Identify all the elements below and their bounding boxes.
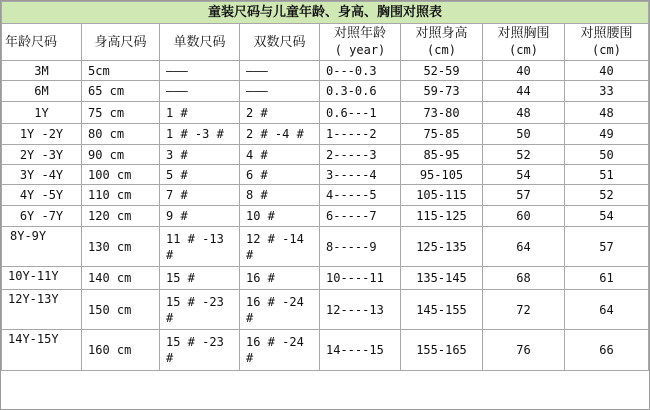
cell-single-size: 9 #	[160, 206, 240, 227]
cell-ref-height: 85-95	[401, 145, 483, 165]
cell-waist: 48	[565, 102, 649, 124]
header-ref-waist	[565, 24, 649, 61]
cell-chest: 68	[483, 267, 565, 290]
cell-single-size: 11 # -13 #	[160, 227, 240, 267]
cell-ref-age: 6-----7	[320, 206, 401, 227]
table-row	[2, 102, 649, 124]
cell-single-size: ———	[160, 61, 240, 81]
header-ref-age	[320, 24, 401, 61]
cell-waist: 52	[565, 185, 649, 206]
cell-ref-age: 8-----9	[320, 227, 401, 267]
cell-waist: 57	[565, 227, 649, 267]
cell-ref-height: 125-135	[401, 227, 483, 267]
cell-ref-height: 73-80	[401, 102, 483, 124]
table-row	[2, 165, 649, 185]
header-single: 单数尺码	[160, 24, 240, 61]
table-row	[2, 61, 649, 81]
cell-chest: 57	[483, 185, 565, 206]
header-ref-chest-unit: (cm)	[509, 43, 538, 57]
cell-double-size: 16 # -24 #	[240, 290, 320, 330]
cell-height: 65 cm	[82, 81, 160, 102]
cell-double-size: ———	[240, 81, 320, 102]
cell-chest: 50	[483, 124, 565, 145]
cell-chest: 48	[483, 102, 565, 124]
cell-ref-height: 52-59	[401, 61, 483, 81]
title-row	[2, 2, 649, 24]
cell-ref-height: 59-73	[401, 81, 483, 102]
cell-double-size: 8 #	[240, 185, 320, 206]
header-ref-height-label: 对照身高	[415, 26, 468, 41]
cell-single-size: ———	[160, 81, 240, 102]
header-row	[2, 24, 649, 61]
cell-ref-age: 2-----3	[320, 145, 401, 165]
cell-ref-height: 75-85	[401, 124, 483, 145]
cell-ref-height: 115-125	[401, 206, 483, 227]
cell-waist: 61	[565, 267, 649, 290]
cell-ref-age: 3-----4	[320, 165, 401, 185]
cell-double-size: 2 # -4 #	[240, 124, 320, 145]
cell-double-size: 12 # -14 #	[240, 227, 320, 267]
cell-double-size: 10 #	[240, 206, 320, 227]
cell-chest: 72	[483, 290, 565, 330]
cell-waist: 64	[565, 290, 649, 330]
table-row	[2, 290, 649, 330]
cell-chest: 52	[483, 145, 565, 165]
cell-ref-age: 0.6---1	[320, 102, 401, 124]
cell-age: 3M	[2, 61, 82, 81]
header-ref-height	[401, 24, 483, 61]
header-ref-age-unit: ( year)	[334, 43, 386, 57]
table-title: 童装尺码与儿童年龄、身高、胸围对照表	[2, 2, 649, 24]
cell-single-size: 15 #	[160, 267, 240, 290]
header-ref-waist-label: 对照腰围	[580, 26, 633, 41]
cell-waist: 33	[565, 81, 649, 102]
cell-chest: 64	[483, 227, 565, 267]
cell-ref-age: 0---0.3	[320, 61, 401, 81]
cell-age: 8Y-9Y	[2, 227, 82, 267]
cell-age: 12Y-13Y	[2, 290, 82, 330]
table-row	[2, 206, 649, 227]
cell-height: 100 cm	[82, 165, 160, 185]
cell-height: 160 cm	[82, 330, 160, 371]
cell-age: 1Y -2Y	[2, 124, 82, 145]
cell-ref-height: 135-145	[401, 267, 483, 290]
header-ref-age-label: 对照年龄	[333, 26, 386, 41]
cell-ref-age: 10----11	[320, 267, 401, 290]
size-chart-table	[1, 1, 649, 371]
cell-double-size: 16 # -24 #	[240, 330, 320, 371]
cell-age: 14Y-15Y	[2, 330, 82, 371]
cell-age: 10Y-11Y	[2, 267, 82, 290]
header-ref-chest	[483, 24, 565, 61]
cell-single-size: 15 # -23 #	[160, 330, 240, 371]
header-age: 年龄尺码	[2, 24, 82, 61]
cell-double-size: 4 #	[240, 145, 320, 165]
cell-height: 80 cm	[82, 124, 160, 145]
cell-double-size: 2 #	[240, 102, 320, 124]
cell-waist: 51	[565, 165, 649, 185]
cell-double-size: 6 #	[240, 165, 320, 185]
table-row	[2, 81, 649, 102]
cell-height: 150 cm	[82, 290, 160, 330]
cell-ref-height: 95-105	[401, 165, 483, 185]
header-height: 身高尺码	[82, 24, 160, 61]
cell-single-size: 7 #	[160, 185, 240, 206]
cell-age: 3Y -4Y	[2, 165, 82, 185]
cell-height: 5cm	[82, 61, 160, 81]
cell-age: 2Y -3Y	[2, 145, 82, 165]
cell-height: 140 cm	[82, 267, 160, 290]
cell-age: 1Y	[2, 102, 82, 124]
cell-ref-height: 145-155	[401, 290, 483, 330]
cell-single-size: 5 #	[160, 165, 240, 185]
header-ref-waist-unit: (cm)	[592, 43, 621, 57]
table-row	[2, 185, 649, 206]
cell-height: 120 cm	[82, 206, 160, 227]
cell-height: 75 cm	[82, 102, 160, 124]
cell-chest: 60	[483, 206, 565, 227]
cell-age: 6Y -7Y	[2, 206, 82, 227]
cell-height: 130 cm	[82, 227, 160, 267]
cell-age: 4Y -5Y	[2, 185, 82, 206]
cell-chest: 54	[483, 165, 565, 185]
header-double: 双数尺码	[240, 24, 320, 61]
cell-height: 90 cm	[82, 145, 160, 165]
cell-single-size: 1 # -3 #	[160, 124, 240, 145]
cell-ref-age: 12----13	[320, 290, 401, 330]
table-row	[2, 145, 649, 165]
cell-double-size: ———	[240, 61, 320, 81]
table-row	[2, 227, 649, 267]
cell-age: 6M	[2, 81, 82, 102]
cell-waist: 49	[565, 124, 649, 145]
cell-waist: 54	[565, 206, 649, 227]
cell-ref-height: 155-165	[401, 330, 483, 371]
cell-waist: 50	[565, 145, 649, 165]
header-ref-height-unit: (cm)	[427, 43, 456, 57]
cell-chest: 40	[483, 61, 565, 81]
cell-chest: 76	[483, 330, 565, 371]
cell-waist: 40	[565, 61, 649, 81]
cell-ref-height: 105-115	[401, 185, 483, 206]
table-row	[2, 330, 649, 371]
cell-single-size: 1 #	[160, 102, 240, 124]
cell-double-size: 16 #	[240, 267, 320, 290]
cell-ref-age: 14----15	[320, 330, 401, 371]
table-row	[2, 124, 649, 145]
cell-ref-age: 4-----5	[320, 185, 401, 206]
header-ref-chest-label: 对照胸围	[497, 26, 550, 41]
cell-waist: 66	[565, 330, 649, 371]
cell-ref-age: 1-----2	[320, 124, 401, 145]
table-row	[2, 267, 649, 290]
cell-ref-age: 0.3-0.6	[320, 81, 401, 102]
cell-single-size: 3 #	[160, 145, 240, 165]
cell-chest: 44	[483, 81, 565, 102]
cell-height: 110 cm	[82, 185, 160, 206]
cell-single-size: 15 # -23 #	[160, 290, 240, 330]
